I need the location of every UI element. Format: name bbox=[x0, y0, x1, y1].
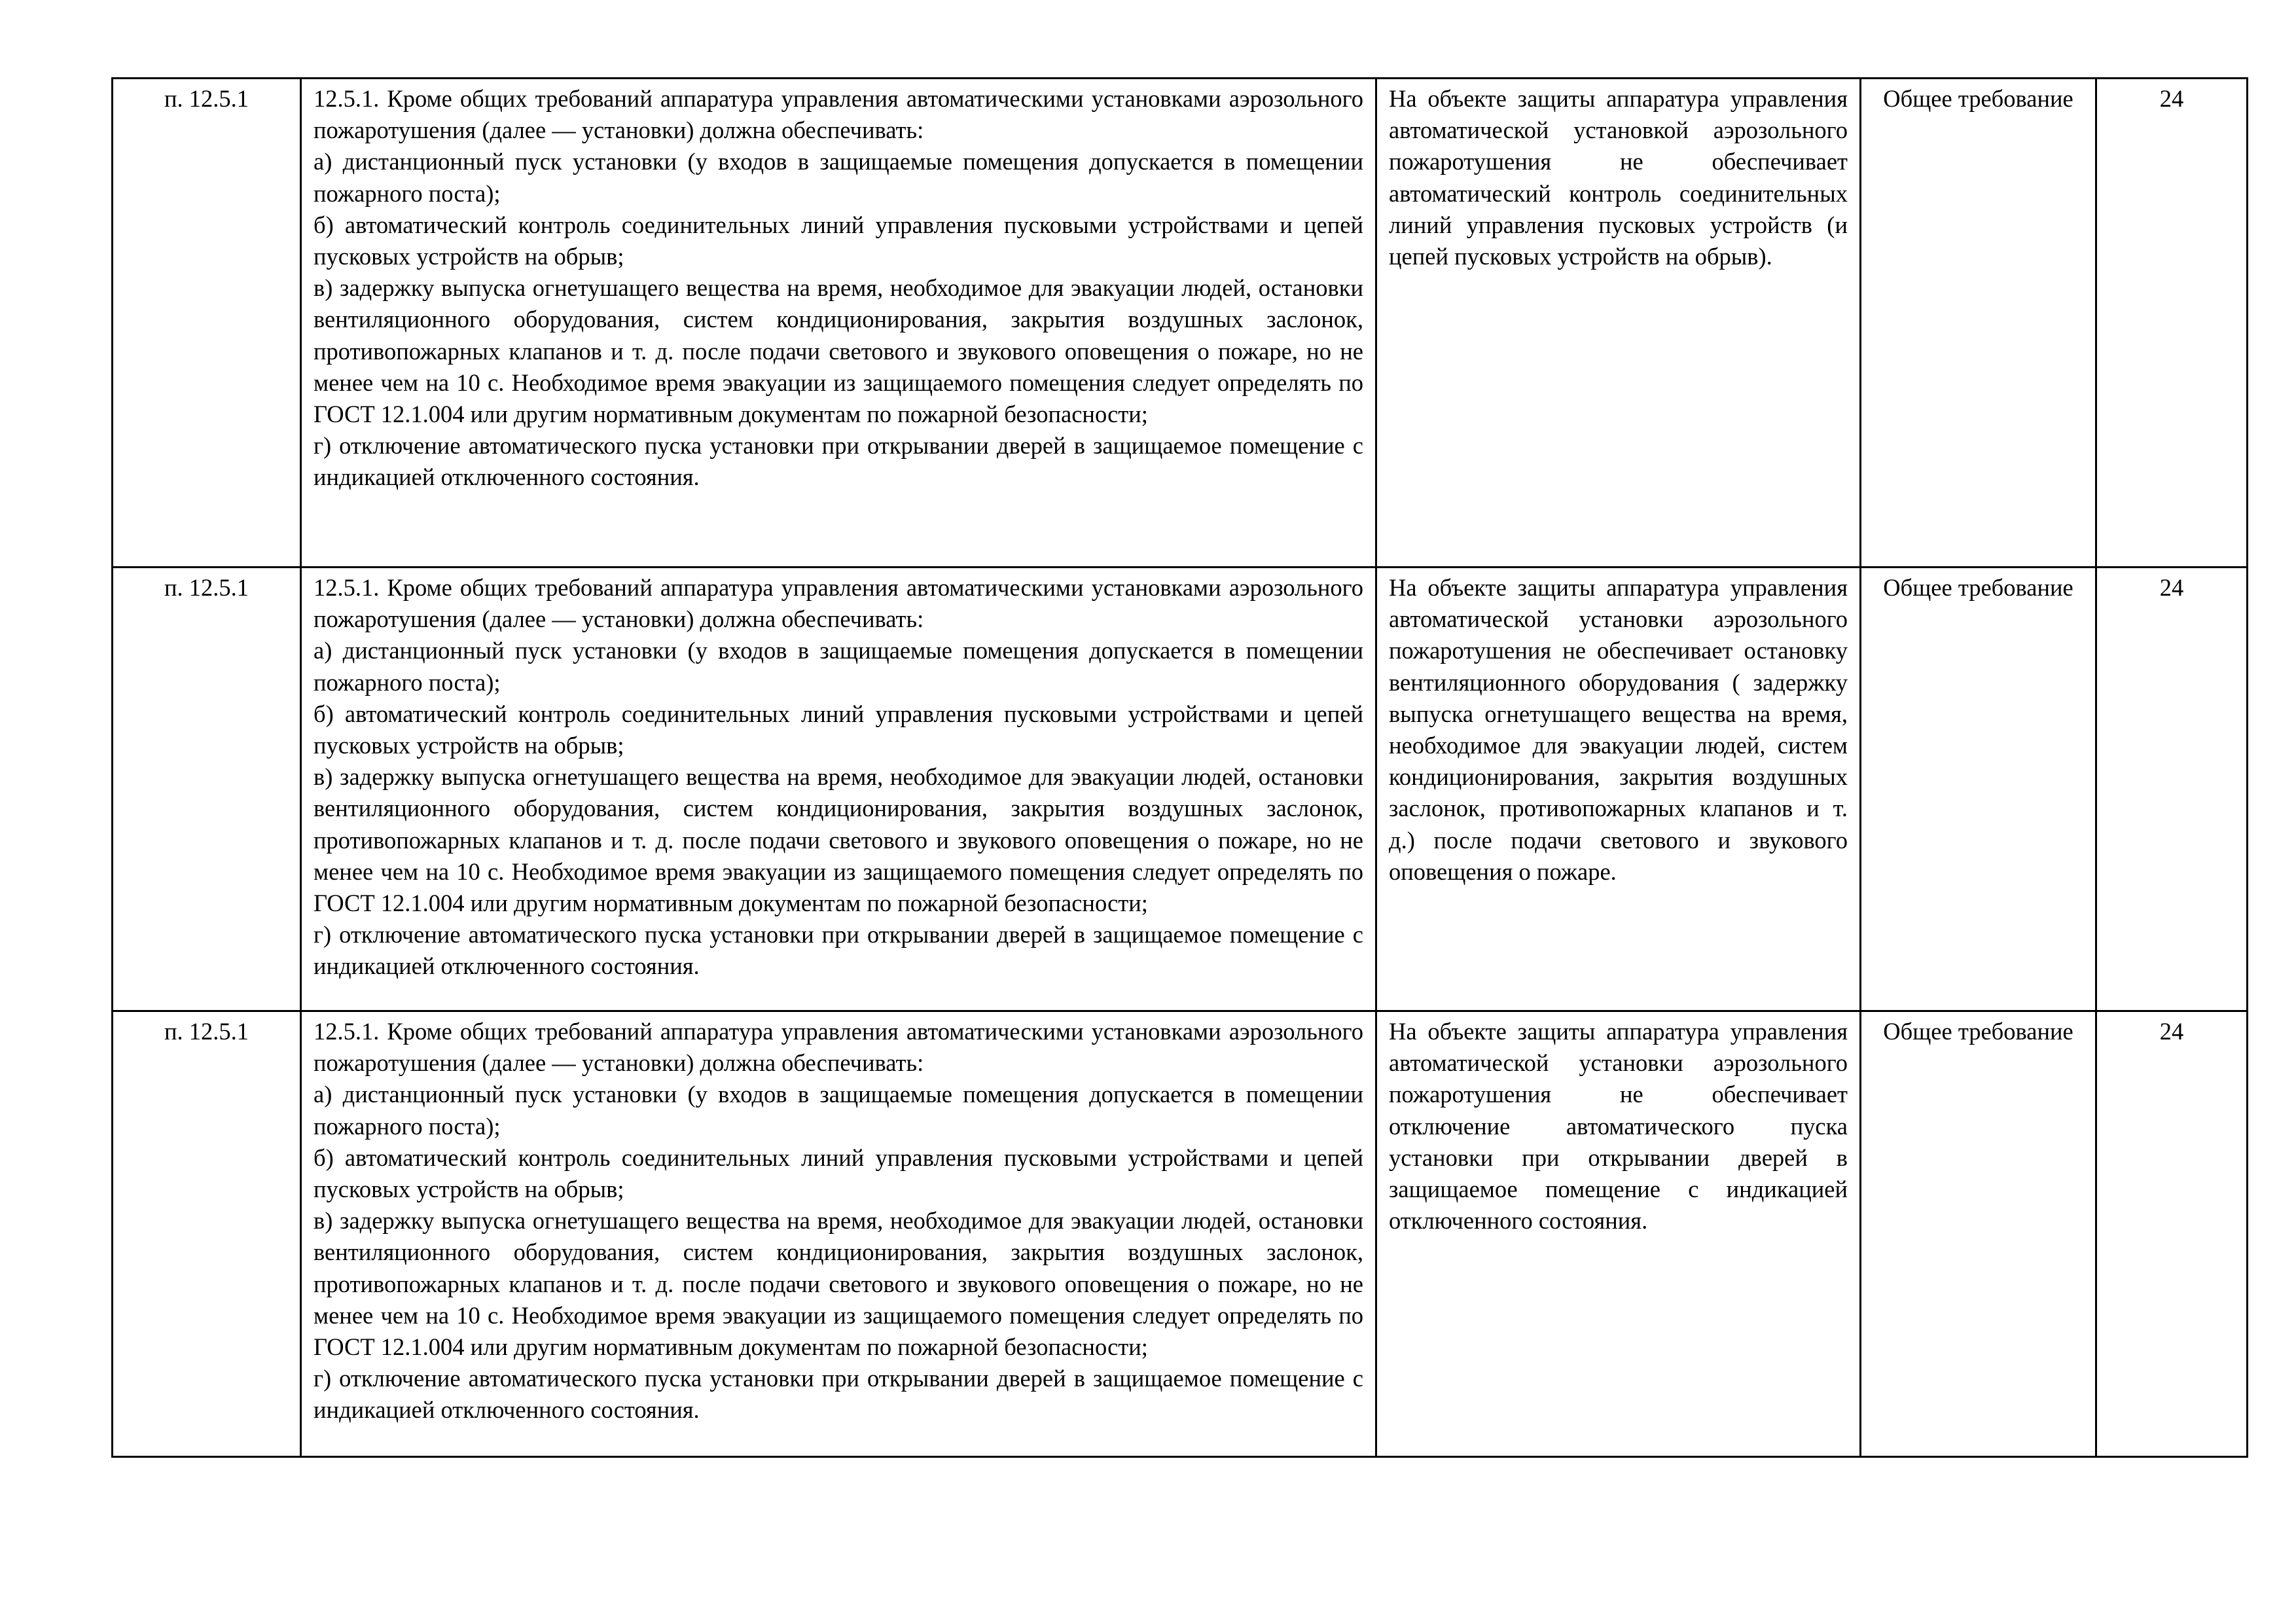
requirement-cell bbox=[301, 79, 1376, 568]
violation-text: На объекте защиты аппаратура управления автоматической установки аэрозольного пожаротушения не обеспечивает отключение автоматического пуска установки при открывании дверей в защищаемое помещение с индикацией отключенного состояния. bbox=[1389, 1018, 1848, 1235]
requirements-table bbox=[111, 77, 2248, 1458]
violation-text: На объекте защиты аппаратура управления автоматической установки аэрозольного пожаротушения не обеспечивает остановку вентиляционного оборудования ( задержку выпуска огнетушащего вещества на время, необходимое для эвакуации людей, систем кондиционирования, закрытия воздушных заслонок, противопожарных клапанов и т. д.) после подачи светового и звукового оповещения о пожаре. bbox=[1389, 574, 1848, 885]
requirement-intro: 12.5.1. Кроме общих требований аппаратура управления автоматическими установками аэрозольного пожаротушения (далее — установки) должна обеспечивать: bbox=[314, 1018, 1363, 1077]
requirement-item-g: г) отключение автоматического пуска установки при открывании дверей в защищаемое помещение с индикацией отключенного состояния. bbox=[314, 432, 1363, 491]
requirement-cell bbox=[301, 568, 1376, 1011]
table-row bbox=[113, 568, 2248, 1011]
requirement-type-cell: Общее требование bbox=[1861, 1011, 2096, 1457]
table-row bbox=[113, 1011, 2248, 1457]
violation-cell bbox=[1376, 79, 1861, 568]
requirement-item-a: а) дистанционный пуск установки (у входов в защищаемые помещения допускается в помещении пожарного поста); bbox=[314, 1081, 1363, 1140]
violation-text: На объекте защиты аппаратура управления автоматической установкой аэрозольного пожаротушения не обеспечивает автоматический контроль соединительных линий управления пусковых устройств (и цепей пусковых устройств на обрыв). bbox=[1389, 85, 1848, 270]
requirement-item-v: в) задержку выпуска огнетушащего вещества на время, необходимое для эвакуации людей, остановки вентиляционного оборудования, систем кондиционирования, закрытия воздушных заслонок, противопожарных клапанов и т. д. после подачи светового и звукового оповещения о пожаре, но не менее чем на 10 с. Необходимое время эвакуации из защищаемого помещения следует определять по ГОСТ 12.1.004 или другим нормативным документам по пожарной безопасности; bbox=[314, 1207, 1363, 1361]
requirement-intro: 12.5.1. Кроме общих требований аппаратура управления автоматическими установками аэрозольного пожаротушения (далее — установки) должна обеспечивать: bbox=[314, 574, 1363, 633]
requirement-item-g: г) отключение автоматического пуска установки при открывании дверей в защищаемое помещение с индикацией отключенного состояния. bbox=[314, 921, 1363, 980]
requirement-item-a: а) дистанционный пуск установки (у входов в защищаемые помещения допускается в помещении пожарного поста); bbox=[314, 637, 1363, 696]
clause-cell: п. 12.5.1 bbox=[113, 79, 301, 568]
requirement-item-b: б) автоматический контроль соединительных линий управления пусковыми устройствами и цепей пусковых устройств на обрыв; bbox=[314, 1144, 1363, 1203]
violation-cell bbox=[1376, 568, 1861, 1011]
number-cell: 24 bbox=[2096, 79, 2248, 568]
requirement-type-cell: Общее требование bbox=[1861, 568, 2096, 1011]
violation-cell bbox=[1376, 1011, 1861, 1457]
requirement-cell bbox=[301, 1011, 1376, 1457]
requirement-intro: 12.5.1. Кроме общих требований аппаратура управления автоматическими установками аэрозольного пожаротушения (далее — установки) должна обеспечивать: bbox=[314, 85, 1363, 144]
number-cell: 24 bbox=[2096, 1011, 2248, 1457]
requirement-type-cell: Общее требование bbox=[1861, 79, 2096, 568]
requirement-item-v: в) задержку выпуска огнетушащего вещества на время, необходимое для эвакуации людей, остановки вентиляционного оборудования, систем кондиционирования, закрытия воздушных заслонок, противопожарных клапанов и т. д. после подачи светового и звукового оповещения о пожаре, но не менее чем на 10 с. Необходимое время эвакуации из защищаемого помещения следует определять по ГОСТ 12.1.004 или другим нормативным документам по пожарной безопасности; bbox=[314, 763, 1363, 917]
requirement-item-b: б) автоматический контроль соединительных линий управления пусковыми устройствами и цепей пусковых устройств на обрыв; bbox=[314, 211, 1363, 270]
table-row bbox=[113, 79, 2248, 568]
requirement-item-a: а) дистанционный пуск установки (у входов в защищаемые помещения допускается в помещении пожарного поста); bbox=[314, 148, 1363, 207]
requirement-item-g: г) отключение автоматического пуска установки при открывании дверей в защищаемое помещение с индикацией отключенного состояния. bbox=[314, 1365, 1363, 1424]
clause-cell: п. 12.5.1 bbox=[113, 1011, 301, 1457]
requirement-item-b: б) автоматический контроль соединительных линий управления пусковыми устройствами и цепей пусковых устройств на обрыв; bbox=[314, 700, 1363, 759]
clause-cell: п. 12.5.1 bbox=[113, 568, 301, 1011]
number-cell: 24 bbox=[2096, 568, 2248, 1011]
requirement-item-v: в) задержку выпуска огнетушащего вещества на время, необходимое для эвакуации людей, остановки вентиляционного оборудования, систем кондиционирования, закрытия воздушных заслонок, противопожарных клапанов и т. д. после подачи светового и звукового оповещения о пожаре, но не менее чем на 10 с. Необходимое время эвакуации из защищаемого помещения следует определять по ГОСТ 12.1.004 или другим нормативным документам по пожарной безопасности; bbox=[314, 274, 1363, 428]
